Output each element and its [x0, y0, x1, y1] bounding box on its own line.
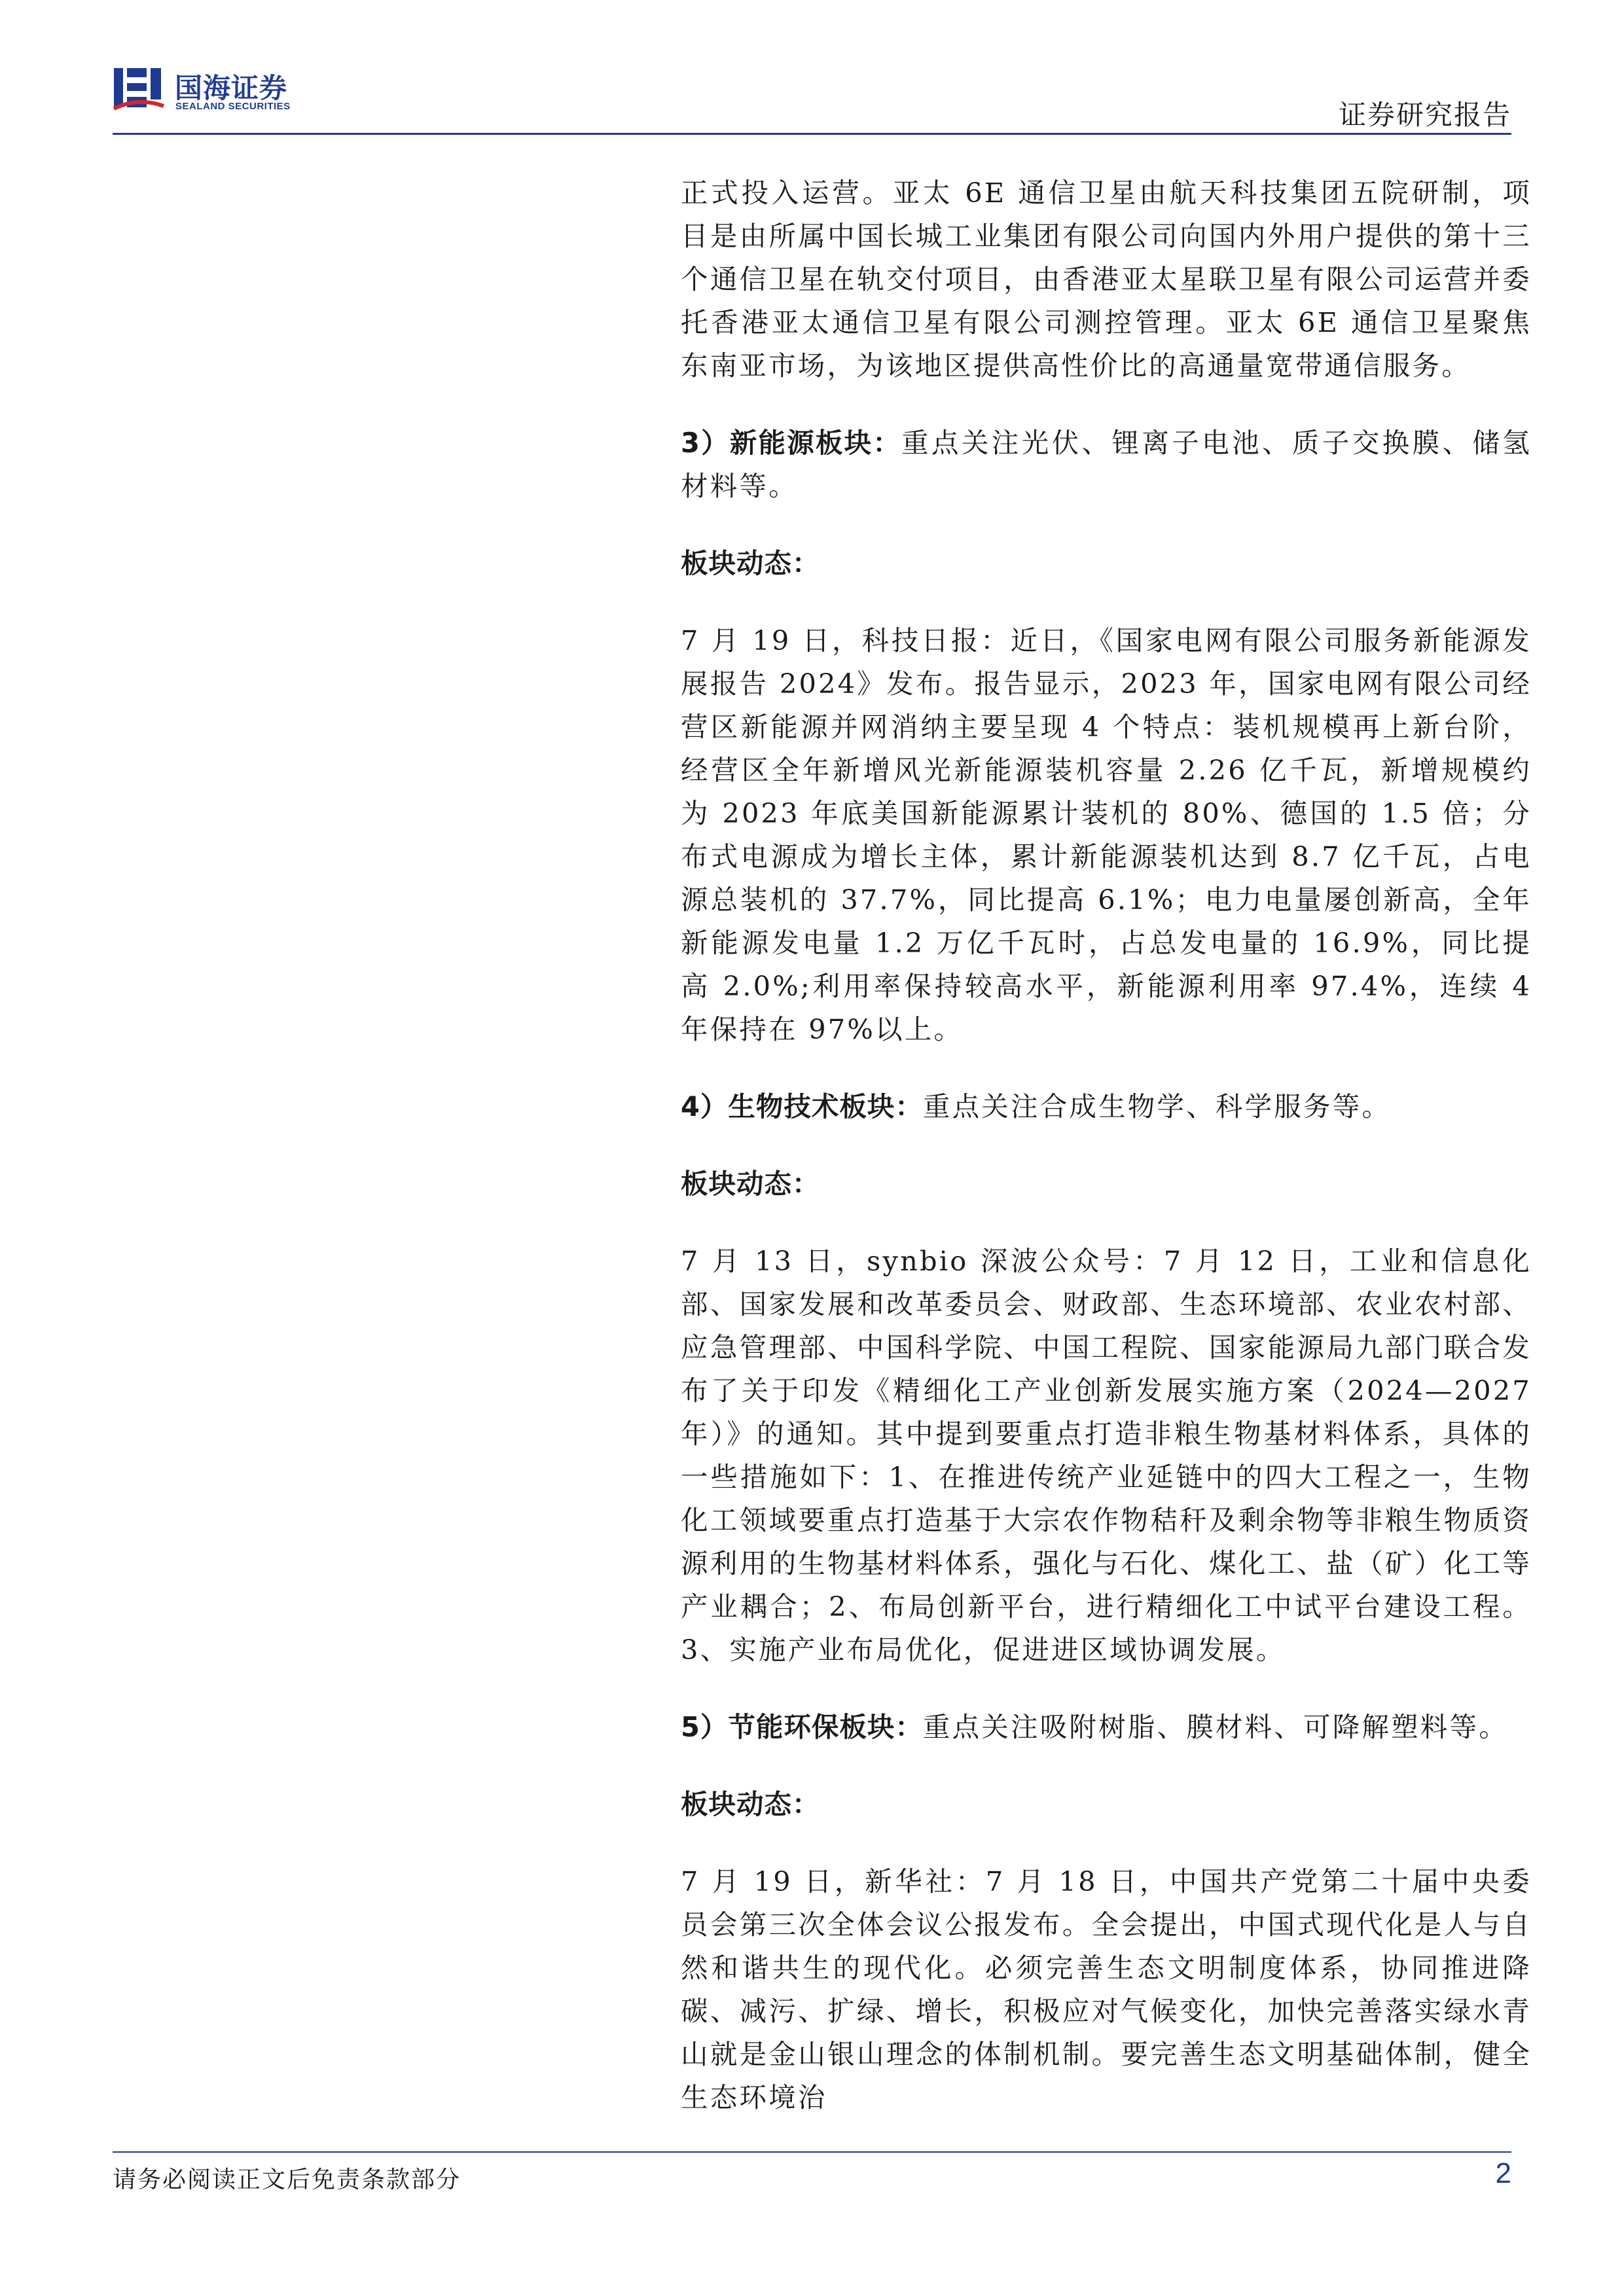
section-new-energy — [681, 422, 1532, 508]
section-focus-text: 重点关注吸附树脂、膜材料、可降解塑料等。 — [922, 1711, 1508, 1743]
document-body — [681, 171, 1532, 2119]
paragraph-new-energy-news: 7 月 19 日，科技日报：近日，《国家电网有限公司服务新能源发展报告 2024》发布。报告显示，2023 年，国家电网有限公司经营区新能源并网消纳主要呈现 4 个特点：装机规模再上新台阶，经营区全年新增风光新能源装机容量 2.26 亿千瓦，新增规模约为 2023 年底美国新能源累计装机的 80%、德国的 1.5 倍；分布式电源成为增长主体，累计新能源装机达到 8.7 亿千瓦，占电源总装机的 37.7%，同比提高 6.1%；电力电量屡创新高，全年新能源发电量 1.2 万亿千瓦时，占总发电量的 16.9%，同比提高 2.0%;利用率保持较高水平，新能源利用率 97.4%，连续 4 年保持在 97%以上。 — [681, 624, 1532, 1045]
paragraph-environment-news: 7 月 19 日，新华社：7 月 18 日，中国共产党第二十届中央委员会第三次全体会议公报发布。全会提出，中国式现代化是人与自然和谐共生的现代化。必须完善生态文明制度体系，协同推进降碳、减污、扩绿、增长，积极应对气候变化，加快完善落实绿水青山就是金山银山理念的体制机制。要完善生态文明基础体制，健全生态环境治 — [681, 1865, 1532, 2113]
logo-chinese-name: 国海证券 — [175, 72, 288, 104]
page-header — [0, 0, 1624, 137]
section-heading: 5）节能环保板块： — [681, 1711, 923, 1743]
sector-dynamics-label: 板块动态： — [681, 1788, 820, 1820]
report-type-label: 证券研究报告 — [1338, 99, 1511, 131]
sector-dynamics-label: 板块动态： — [681, 1168, 820, 1200]
section-biotech — [681, 1085, 1532, 1128]
paragraph-biotech-news: 7 月 13 日，synbio 深波公众号：7 月 12 日，工业和信息化部、国家发展和改革委员会、财政部、生态环境部、农业农村部、应急管理部、中国科学院、中国工程院、国家能源局九部门联合发布了关于印发《精细化工产业创新发展实施方案（2024—2027 年）》的通知。其中提到要重点打造非粮生物基材料体系，具体的一些措施如下：1、在推进传统产业延链中的四大工程之一，生物化工领域要重点打造基于大宗农作物秸秆及剩余物等非粮生物质资源利用的生物基材料体系，强化与石化、煤化工、盐（矿）化工等产业耦合；2、布局创新平台，进行精细化工中试平台建设工程。3、实施产业布局优化，促进进区域协调发展。 — [681, 1245, 1532, 1666]
sector-dynamics-label: 板块动态： — [681, 547, 820, 579]
section-focus-text: 重点关注光伏、锂离子电池、质子交换膜、储氢材料等。 — [681, 427, 1532, 502]
header-divider — [113, 133, 1511, 135]
footer-divider — [113, 2151, 1511, 2153]
section-focus-text: 重点关注合成生物学、科学服务等。 — [922, 1090, 1392, 1122]
sealand-logo-icon — [113, 65, 165, 111]
logo-english-name: SEALAND SECURITIES — [175, 101, 291, 112]
company-logo — [113, 65, 309, 118]
section-heading: 3）新能源板块： — [681, 427, 902, 459]
page-number: 2 — [1495, 2157, 1511, 2189]
paragraph-satellite: 正式投入运营。亚太 6E 通信卫星由航天科技集团五院研制，项目是由所属中国长城工业集团有限公司向国内外用户提供的第十三个通信卫星在轨交付项目，由香港亚太星联卫星有限公司运营并委托香港亚太通信卫星有限公司测控管理。亚太 6E 通信卫星聚焦东南亚市场，为该地区提供高性价比的高通量宽带通信服务。 — [681, 177, 1532, 382]
section-energy-saving — [681, 1706, 1532, 1749]
footer-disclaimer: 请务必阅读正文后免责条款部分 — [113, 2166, 461, 2193]
section-heading: 4）生物技术板块： — [681, 1090, 923, 1122]
